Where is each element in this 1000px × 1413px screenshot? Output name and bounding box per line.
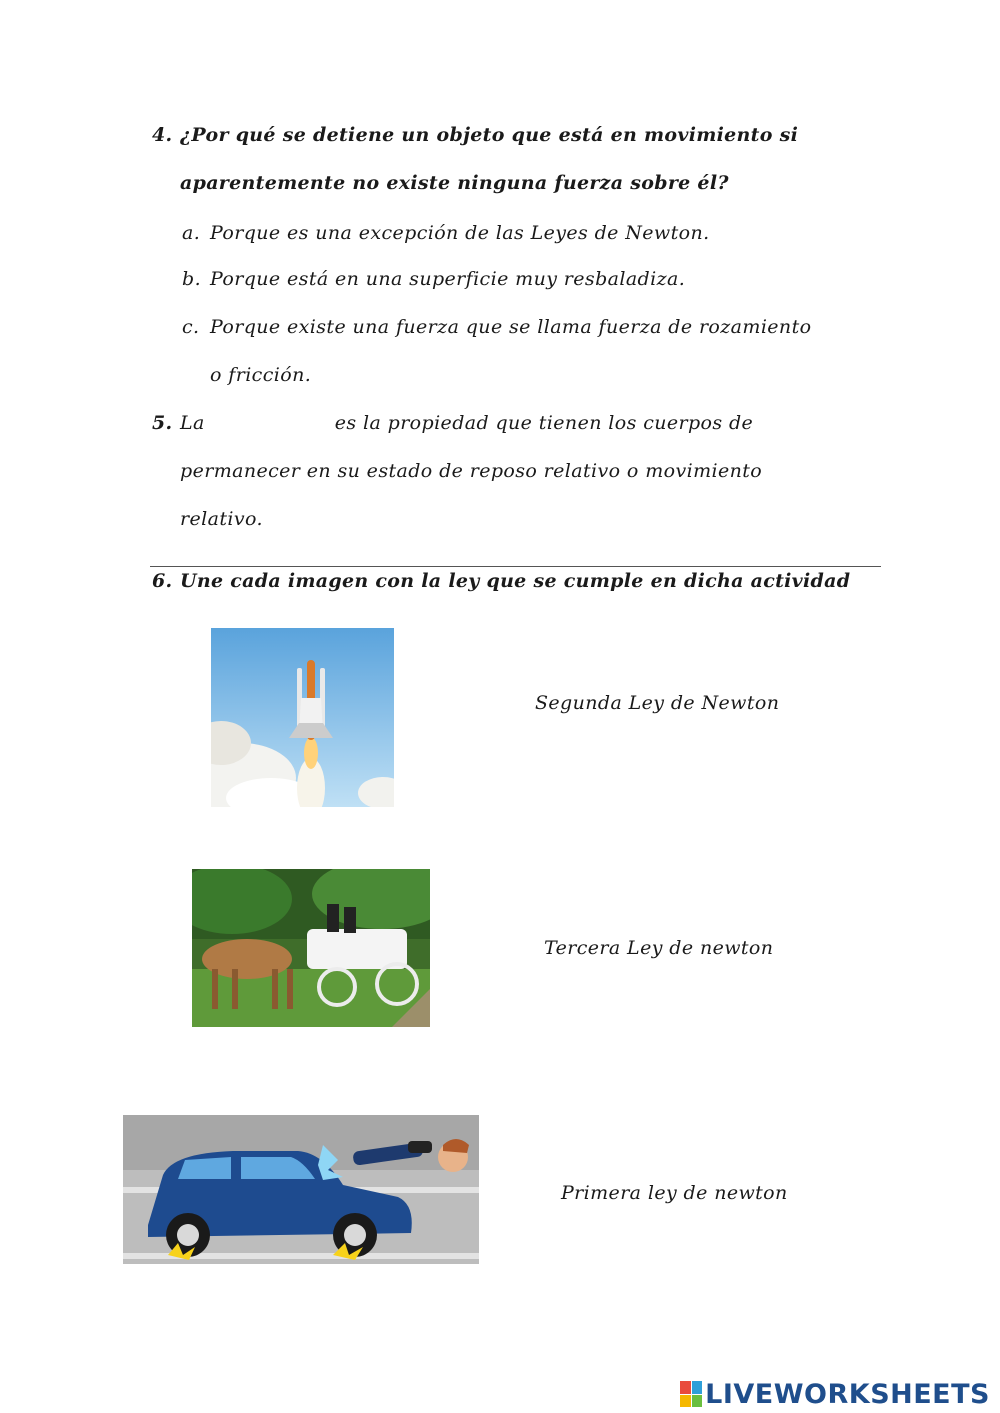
question-4-option-c-continued: o fricción. xyxy=(210,364,312,386)
question-4-option-a[interactable] xyxy=(182,222,710,244)
option-text: Porque está en una superficie muy resbaladiza. xyxy=(210,268,686,290)
car-collision-image[interactable] xyxy=(123,1115,479,1264)
horse-carriage-image[interactable] xyxy=(192,869,430,1027)
brand-name: LIVEWORKSHEETS xyxy=(705,1378,990,1410)
liveworksheets-brand xyxy=(680,1377,990,1411)
option-letter: b. xyxy=(182,268,202,290)
option-text: Porque es una excepción de las Leyes de Newton. xyxy=(210,222,710,244)
question-4-line-1 xyxy=(152,124,798,146)
option-letter: a. xyxy=(182,222,201,244)
rocket-launch-image[interactable] xyxy=(211,628,394,807)
question-5-lead: La xyxy=(180,412,205,434)
question-5-number: 5. xyxy=(152,412,173,434)
question-4-line-2: aparentemente no existe ninguna fuerza sobre él? xyxy=(180,172,729,194)
law-label-tercera[interactable]: Tercera Ley de newton xyxy=(544,937,774,959)
question-4-option-c[interactable] xyxy=(182,316,811,338)
law-label-primera[interactable]: Primera ley de newton xyxy=(561,1182,788,1204)
question-5-rest: es la propiedad que tienen los cuerpos de xyxy=(334,412,754,434)
question-6-text: Une cada imagen con la ley que se cumple en dicha actividad xyxy=(180,570,851,592)
question-4-number: 4. xyxy=(152,124,173,146)
logo-tile-green xyxy=(692,1395,703,1408)
divider xyxy=(150,566,881,567)
law-label-segunda[interactable]: Segunda Ley de Newton xyxy=(535,692,780,714)
question-5-line-1 xyxy=(152,412,753,434)
question-6 xyxy=(152,570,850,592)
question-5-line-3: relativo. xyxy=(180,508,263,530)
logo-tile-blue xyxy=(692,1381,703,1394)
question-4-option-b[interactable] xyxy=(182,268,685,290)
question-6-number: 6. xyxy=(152,570,173,592)
option-text: Porque existe una fuerza que se llama fuerza de rozamiento xyxy=(210,316,812,338)
question-5-line-2: permanecer en su estado de reposo relativo o movimiento xyxy=(180,460,763,482)
logo-tile-yellow xyxy=(680,1395,691,1408)
logo-tile-red xyxy=(680,1381,691,1394)
option-letter: c. xyxy=(182,316,200,338)
question-4-text: ¿Por qué se detiene un objeto que está en movimiento si xyxy=(180,124,799,146)
liveworksheets-logo-icon xyxy=(680,1381,702,1407)
